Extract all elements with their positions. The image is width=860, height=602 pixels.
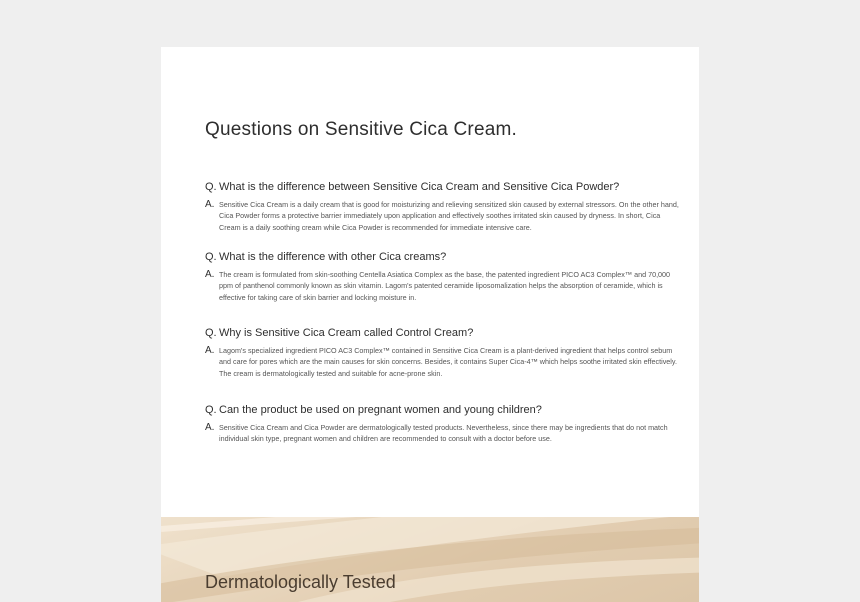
q-marker: Q. — [205, 181, 217, 193]
a-marker: A. — [205, 199, 215, 210]
cream-texture-banner — [161, 517, 699, 602]
faq-question: What is the difference between Sensitive Cica Cream and Sensitive Cica Powder? — [219, 181, 620, 193]
faq-answer: Lagom's specialized ingredient PICO AC3 Complex™ contained in Sensitive Cica Cream is a plant-derived ingredient that helps control sebum and care for pores which are the main causes for skin concerns. Besides, it contains Super Cica-4™ which helps soothe irritated skin effectively. The cream is dermatologically tested and suitable for acne-prone skin. — [219, 346, 677, 378]
faq-question-row — [205, 326, 679, 340]
faq-item — [205, 180, 679, 233]
faq-answer: Sensitive Cica Cream is a daily cream that is good for moisturizing and relieving sensitized skin caused by external stressors. On the other hand, Cica Powder forms a protective barrier immediately upon application and effectively soothes irritated skin caused by dryness. In short, Cica Cream is a daily soothing cream while Cica Powder is recommended for immediate intensive care. — [219, 200, 679, 232]
faq-question-row — [205, 250, 679, 264]
q-marker: Q. — [205, 251, 217, 263]
a-marker: A. — [205, 269, 215, 280]
faq-question: Why is Sensitive Cica Cream called Control Cream? — [219, 327, 474, 339]
section-title: Questions on Sensitive Cica Cream. — [205, 119, 517, 140]
faq-answer: The cream is formulated from skin-soothing Centella Asiatica Complex as the base, the patented ingredient PICO AC3 Complex™ and 70,000 ppm of panthenol commonly known as skin vitamin. Lagom's patented ceramide liposomalization helps the absorption of ceramide, which is effective for taking care of skin barrier and locking moisture in. — [219, 270, 671, 302]
faq-question: What is the difference with other Cica creams? — [219, 251, 447, 263]
faq-item — [205, 326, 679, 379]
a-marker: A. — [205, 422, 215, 433]
a-marker: A. — [205, 345, 215, 356]
faq-answer-row — [205, 344, 679, 379]
q-marker: Q. — [205, 404, 217, 416]
q-marker: Q. — [205, 327, 217, 339]
faq-question: Can the product be used on pregnant women and young children? — [219, 404, 542, 416]
faq-answer-row — [205, 421, 679, 445]
faq-section — [161, 47, 699, 517]
faq-question-row — [205, 403, 679, 417]
faq-answer-row — [205, 198, 679, 233]
faq-item — [205, 403, 679, 445]
faq-answer-row — [205, 268, 679, 303]
faq-question-row — [205, 180, 679, 194]
faq-item — [205, 250, 679, 303]
faq-answer: Sensitive Cica Cream and Cica Powder are dermatologically tested products. Nevertheless, since there may be ingredients that do not match individual skin type, pregnant women and children are recommended to consult with a doctor before use. — [219, 423, 668, 444]
banner-title: Dermatologically Tested — [205, 572, 396, 592]
